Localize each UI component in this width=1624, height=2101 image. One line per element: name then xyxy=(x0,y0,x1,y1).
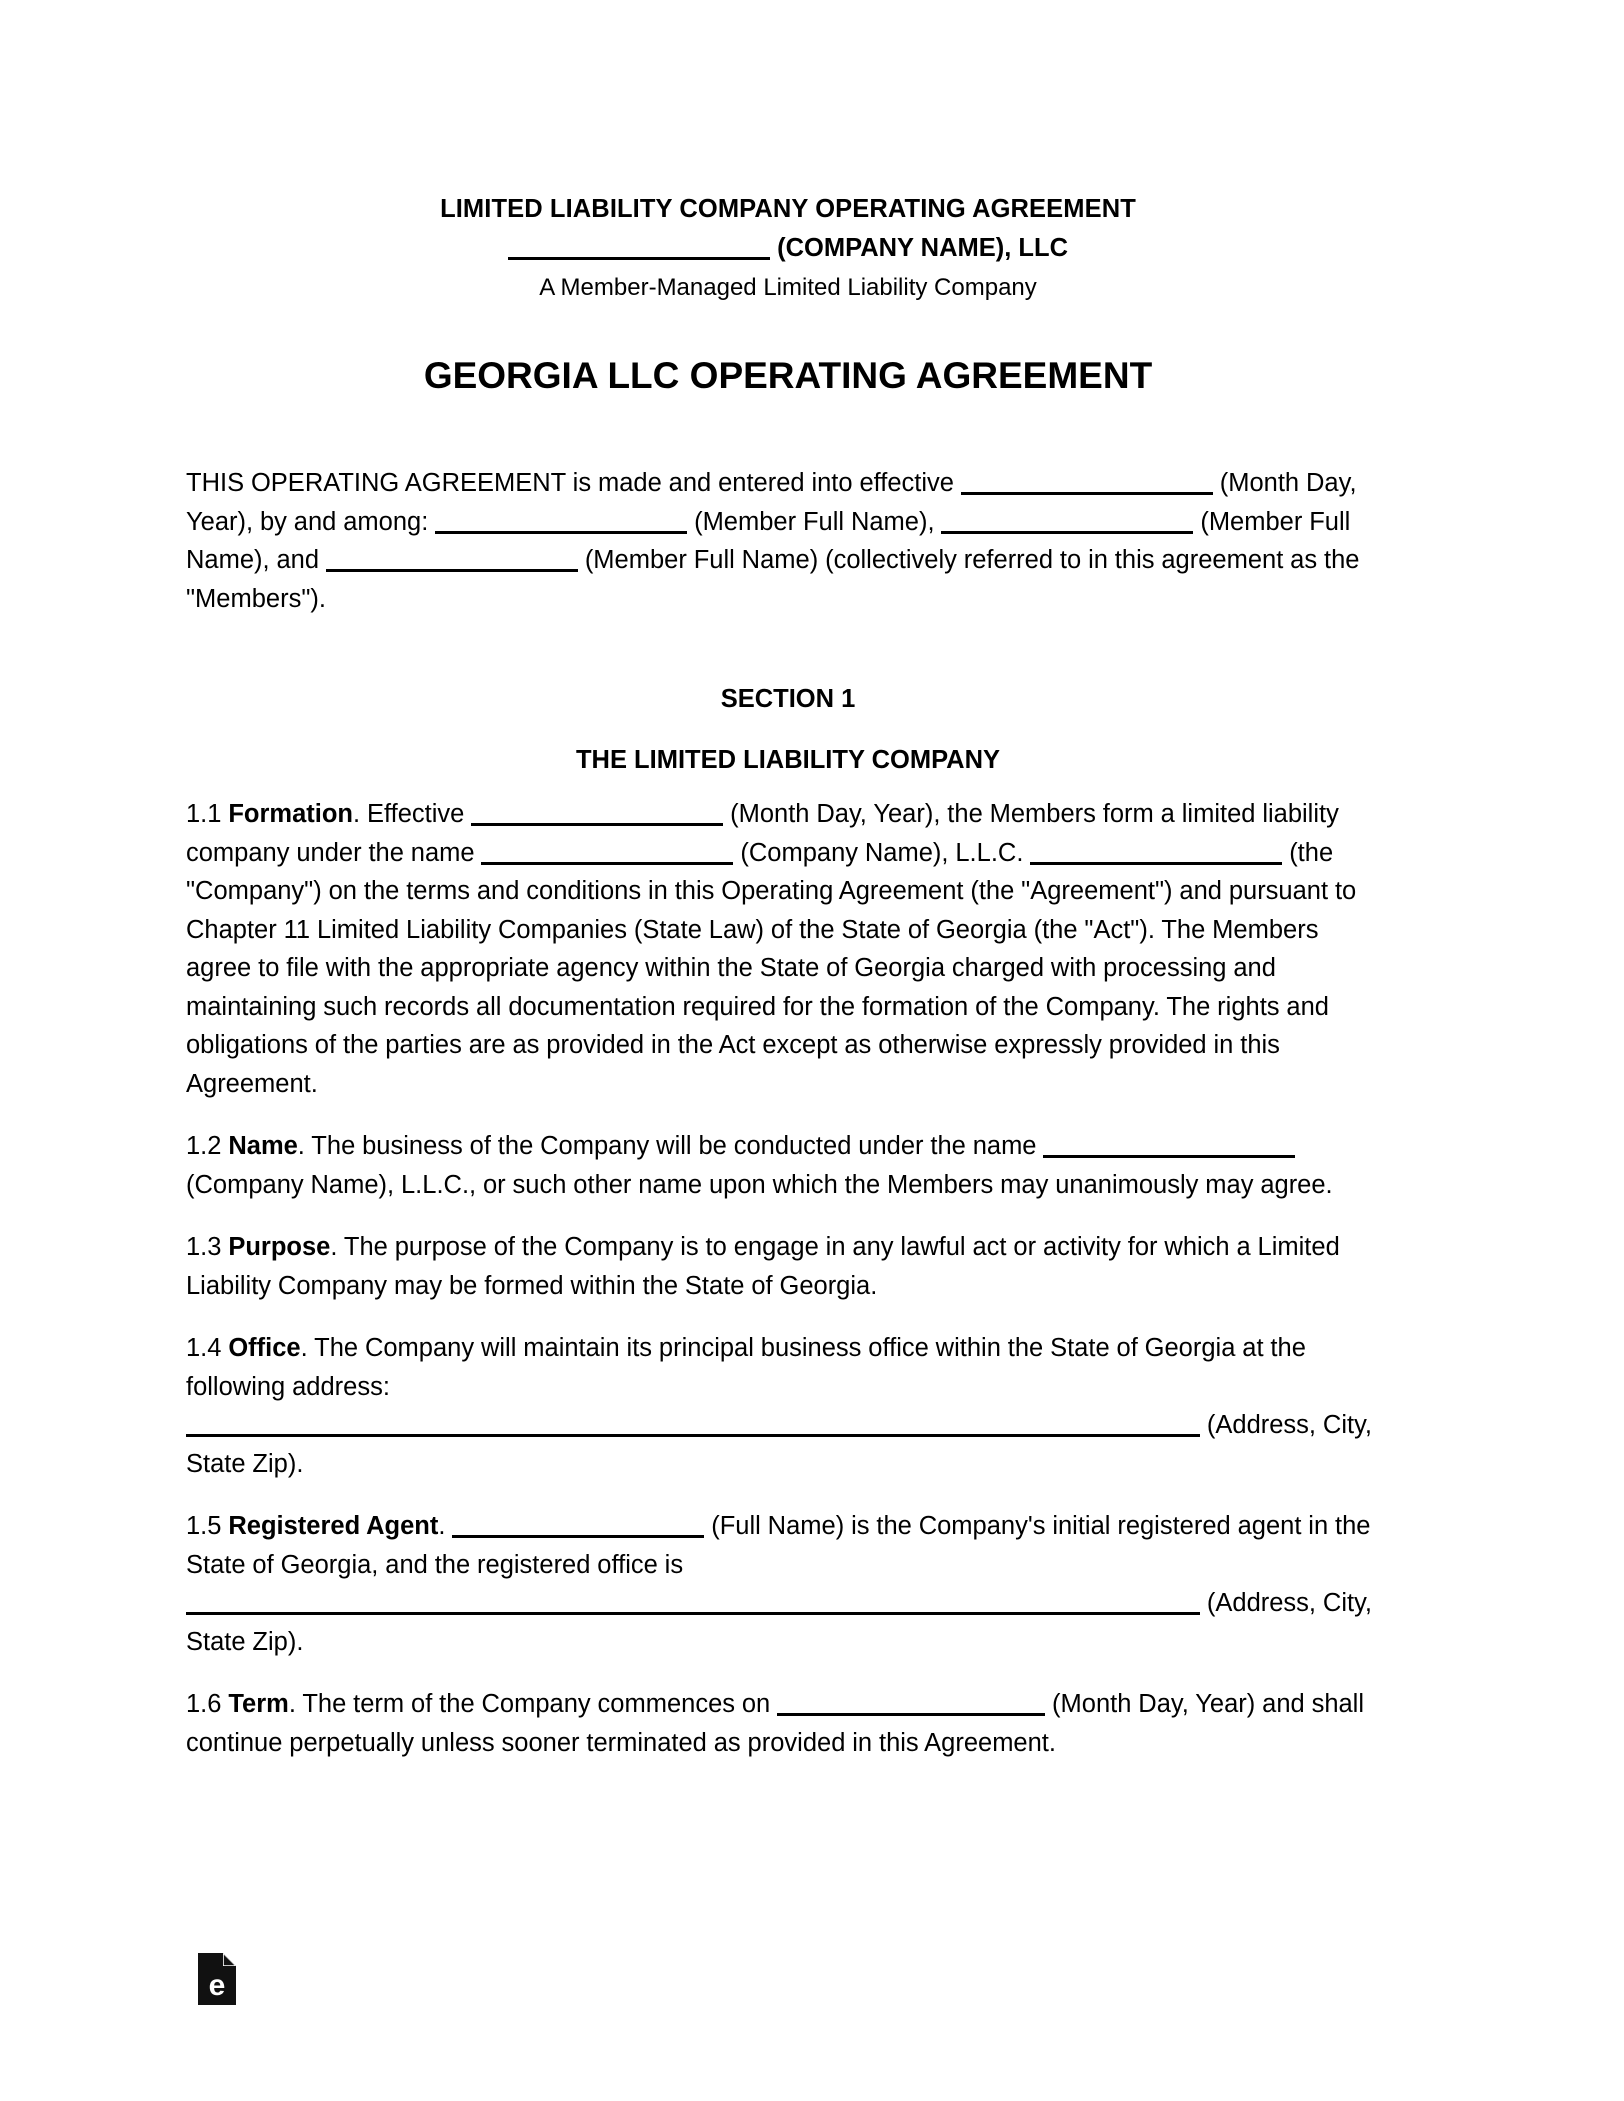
clause-1-6-number: 1.6 xyxy=(186,1690,222,1718)
clause-1-3-purpose xyxy=(186,1204,1390,1305)
clause-1-2-name xyxy=(186,1103,1390,1204)
clause-1-2-number: 1.2 xyxy=(186,1132,222,1160)
clause-1-3-number: 1.3 xyxy=(186,1233,222,1261)
formation-date-blank[interactable] xyxy=(471,801,723,826)
document-page-icon xyxy=(198,1953,236,2005)
clause-1-5-text-3: (Address, City, State Zip). xyxy=(186,1589,1373,1656)
registered-agent-name-blank[interactable] xyxy=(452,1513,704,1538)
clause-1-5-label: Registered Agent xyxy=(228,1512,439,1540)
clause-1-6-text-1: . The term of the Company commences on xyxy=(288,1690,771,1718)
intro-paragraph xyxy=(186,398,1390,618)
clause-1-3-label: Purpose xyxy=(228,1233,331,1261)
clause-1-1-number: 1.1 xyxy=(186,800,222,828)
clause-1-5-text-1: . xyxy=(438,1512,446,1540)
clause-1-1-text-1: . Effective xyxy=(353,800,465,828)
eforms-logo xyxy=(198,1953,236,2005)
clause-1-1-label: Formation xyxy=(228,800,354,828)
clause-1-2-text-2: (Company Name), L.L.C., or such other name upon which the Members may unanimously may agree. xyxy=(186,1170,1333,1199)
office-address-blank[interactable] xyxy=(186,1412,1200,1437)
clause-1-1-text-2: (Month Day, Year), the Members form a limited liability company under the name xyxy=(186,800,1339,867)
company-name-line xyxy=(186,229,1390,268)
clause-1-4-text-1: . The Company will maintain its principal business office within the State of Georgia at the following address: xyxy=(186,1334,1306,1401)
member1-name-blank[interactable] xyxy=(435,509,687,534)
registered-office-address-blank[interactable] xyxy=(186,1590,1200,1615)
company-name-blank[interactable] xyxy=(508,235,770,260)
intro-text-4: (Member Full Name), and xyxy=(186,507,1351,574)
clause-1-1-formation xyxy=(186,795,1390,1103)
clause-1-4-number: 1.4 xyxy=(186,1334,222,1362)
clause-1-5-registered-agent xyxy=(186,1483,1390,1661)
clause-1-4-text-2: (Address, City, State Zip). xyxy=(186,1411,1373,1478)
clause-1-6-term xyxy=(186,1661,1390,1762)
company-name-label: (COMPANY NAME), LLC xyxy=(777,234,1068,262)
clause-1-1-text-3: (Company Name), L.L.C. xyxy=(740,838,1024,867)
term-commence-date-blank[interactable] xyxy=(777,1691,1045,1716)
clause-1-2-label: Name xyxy=(228,1132,298,1160)
page-title: GEORGIA LLC OPERATING AGREEMENT xyxy=(423,355,1153,396)
logo-letter: e xyxy=(208,1969,226,2002)
intro-text-5: (Member Full Name) (collectively referred to in this agreement as the "Members"). xyxy=(186,546,1360,613)
intro-text-3: (Member Full Name), xyxy=(694,507,935,536)
effective-date-blank[interactable] xyxy=(961,470,1213,495)
clause-1-5-number: 1.5 xyxy=(186,1512,222,1540)
page-header-title: LIMITED LIABILITY COMPANY OPERATING AGREEMENT xyxy=(440,195,1136,223)
document-content xyxy=(186,0,1390,1762)
clause-1-4-office xyxy=(186,1305,1390,1483)
clause-1-3-text-1: . The purpose of the Company is to engage in any lawful act or activity for which a Limited Liability Company may be formed within the State of Georgia. xyxy=(186,1233,1340,1300)
formation-company-name-blank[interactable] xyxy=(481,840,733,865)
business-name-blank[interactable] xyxy=(1043,1133,1295,1158)
intro-text-1: THIS OPERATING AGREEMENT is made and entered into effective xyxy=(186,469,954,497)
formation-llc-suffix-blank[interactable] xyxy=(1030,840,1282,865)
clause-1-6-text-2: (Month Day, Year) and shall continue perpetually unless sooner terminated as provided in this Agreement. xyxy=(186,1690,1365,1757)
clause-1-5-text-2: (Full Name) is the Company's initial registered agent in the State of Georgia, and the registered office is xyxy=(186,1512,1371,1579)
clause-1-2-text-1: . The business of the Company will be conducted under the name xyxy=(297,1132,1037,1160)
clause-1-6-label: Term xyxy=(228,1690,289,1718)
clause-1-4-label: Office xyxy=(228,1334,301,1362)
clause-1-1-text-4: (the "Company") on the terms and conditions in this Operating Agreement (the "Agreement") and pursuant to Chapter 11 Limited Liability Companies (State Law) of the State of Georgia (the "Act"). The Members agree to file with the appropriate agency within the State of Georgia charged with processing and maintaining such records all documentation required for the formation of the Company. The rights and obligations of the parties are as provided in the Act except as otherwise expressly provided in this Agreement. xyxy=(186,838,1357,1098)
intro-text-2: (Month Day, Year), by and among: xyxy=(186,469,1357,536)
section-1-heading: THE LIMITED LIABILITY COMPANY xyxy=(575,745,1001,774)
member2-name-blank[interactable] xyxy=(941,509,1193,534)
section-1-number: SECTION 1 xyxy=(720,685,856,713)
management-type-subtitle: A Member-Managed Limited Liability Company xyxy=(539,274,1037,301)
member3-name-blank[interactable] xyxy=(326,547,578,572)
